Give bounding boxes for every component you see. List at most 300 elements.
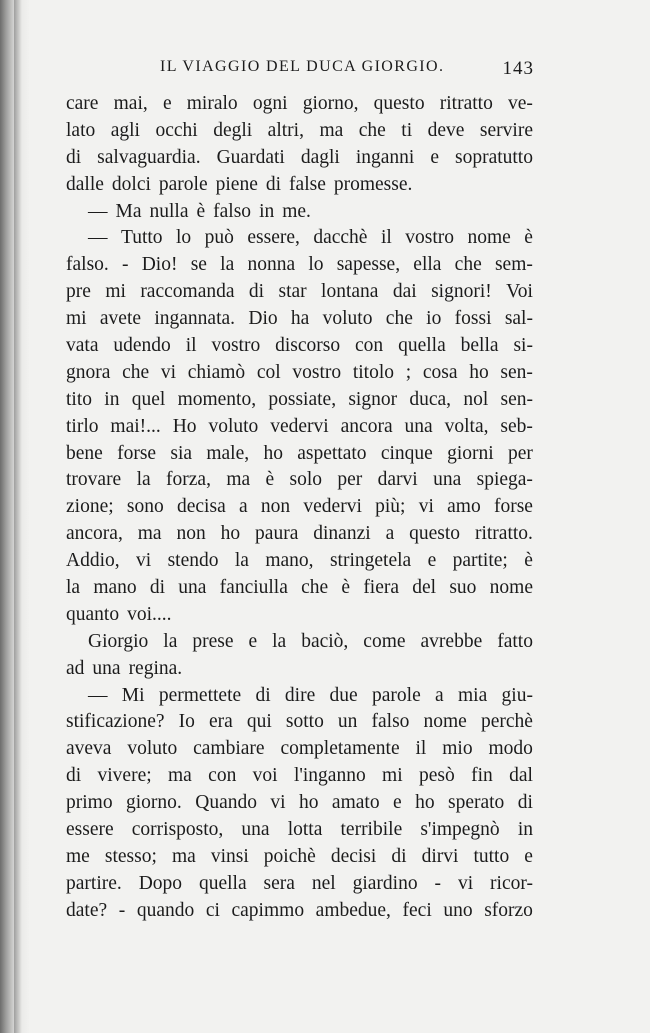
word: nulla	[149, 200, 189, 222]
word: e	[393, 792, 402, 814]
word: dal	[509, 765, 533, 787]
word: dacchè	[313, 227, 368, 249]
word: Mi	[121, 684, 145, 706]
word: ho	[415, 792, 435, 814]
text-line	[66, 494, 533, 521]
word: decisi	[330, 845, 377, 867]
word: mi	[382, 765, 403, 787]
word: momento,	[177, 388, 257, 410]
word: miralo	[186, 93, 238, 114]
word: era	[208, 711, 233, 733]
word: forse	[117, 442, 157, 464]
word: sforzo	[484, 899, 533, 921]
word: essere,	[247, 227, 300, 249]
word: vi	[136, 550, 152, 572]
word: aveva	[66, 738, 112, 760]
word: la	[66, 577, 81, 599]
word: il	[380, 227, 392, 249]
word: più;	[375, 496, 406, 518]
word: mio	[442, 738, 473, 760]
word: amo	[447, 496, 481, 518]
word: l'inganno	[293, 765, 366, 787]
word: un	[337, 711, 358, 733]
word: fin	[471, 765, 493, 787]
text-line	[66, 656, 533, 683]
word: —	[88, 684, 108, 706]
word: quella	[398, 335, 446, 357]
word: quanto	[66, 603, 120, 625]
text-line	[66, 306, 533, 333]
word: mano,	[265, 550, 314, 572]
word: permettete	[158, 684, 242, 706]
text-line	[66, 199, 533, 226]
word: dolci	[111, 173, 151, 195]
text-line	[66, 91, 533, 118]
word: Ho	[172, 415, 197, 437]
word: avete	[99, 308, 142, 330]
word: Tutto	[120, 227, 163, 249]
word: il	[185, 335, 197, 357]
text-line	[66, 602, 533, 629]
word: fatto	[497, 630, 533, 652]
word: una	[404, 415, 433, 437]
word: aspettato	[297, 442, 367, 464]
word: occhi	[155, 119, 198, 141]
word: seb-	[500, 415, 533, 437]
word: per	[508, 442, 533, 464]
word: s'impegnò	[420, 819, 500, 841]
word: —	[88, 200, 108, 222]
word: a	[238, 496, 248, 518]
word: che	[301, 577, 329, 599]
word: ancora	[340, 415, 393, 437]
word: darvi	[377, 469, 418, 491]
word: inganni	[355, 146, 415, 168]
word: ma	[171, 845, 196, 867]
word: tirlo	[66, 415, 99, 437]
word: in	[104, 388, 120, 410]
word: Dio!	[141, 254, 178, 276]
word: di	[66, 146, 82, 168]
word: ingannata.	[154, 308, 236, 330]
word: giardino	[352, 872, 418, 894]
word: bella	[460, 335, 499, 357]
word: Giorgio	[88, 630, 149, 652]
text-line	[66, 467, 533, 494]
text-line	[66, 333, 533, 360]
word: per	[337, 469, 363, 491]
word: me	[66, 845, 90, 867]
word: duca,	[409, 388, 452, 410]
word: Quando	[195, 792, 257, 814]
word: essere	[66, 819, 114, 841]
word: del	[412, 577, 437, 599]
word: giorno.	[126, 792, 182, 814]
word: Dopo	[138, 872, 183, 894]
word: ci	[205, 899, 220, 921]
text-line	[66, 683, 533, 710]
word: vostro	[405, 227, 454, 249]
word: lotta	[287, 819, 323, 841]
word: Dio	[248, 308, 278, 330]
page-number: 143	[502, 58, 534, 79]
word: possiate,	[268, 388, 337, 410]
word: e	[248, 630, 258, 652]
word: in	[259, 200, 275, 222]
word: parole	[372, 684, 421, 706]
text-line	[66, 387, 533, 414]
word: ambedue,	[315, 899, 391, 921]
word: terribile	[340, 819, 403, 841]
running-head: IL VIAGGIO DEL DUCA GIORGIO.	[160, 58, 445, 75]
word: che	[385, 308, 413, 330]
word: tito	[66, 388, 93, 410]
word: nome	[489, 577, 533, 599]
word: mai,	[113, 93, 148, 114]
word: di	[149, 577, 166, 599]
word: quella	[198, 872, 247, 894]
word: voluto	[127, 738, 178, 760]
word: voi....	[127, 603, 172, 625]
word: di	[255, 684, 271, 706]
word: fossi	[454, 308, 492, 330]
word: con	[355, 335, 384, 357]
word: può	[204, 227, 234, 249]
word: e	[427, 550, 437, 572]
word: che	[122, 361, 150, 383]
word: falso	[213, 200, 252, 222]
word: care	[66, 93, 99, 114]
word: il	[415, 738, 427, 760]
word: titolo	[352, 361, 395, 383]
word: perchè	[480, 711, 533, 733]
word: io	[426, 308, 442, 330]
text-line	[66, 790, 533, 817]
word: sal-	[504, 308, 533, 330]
word: piene	[215, 173, 258, 195]
word: nonna	[247, 254, 296, 276]
word: trovare	[66, 469, 122, 491]
word: dai	[392, 281, 417, 303]
word: mi	[105, 281, 126, 303]
text-line	[66, 629, 533, 656]
word: male,	[206, 442, 250, 464]
word: lo	[176, 227, 192, 249]
word: paura	[255, 523, 299, 545]
word: uno	[443, 899, 473, 921]
word: zione;	[66, 496, 114, 518]
word: una	[178, 577, 207, 599]
word: ;	[405, 361, 412, 383]
text-line	[66, 414, 533, 441]
word: è	[196, 200, 206, 222]
word: raccomanda	[140, 281, 235, 303]
word: Ma	[115, 200, 142, 222]
word: agli	[110, 119, 140, 141]
word: voi	[252, 765, 278, 787]
word: dagli	[300, 146, 340, 168]
word: ha	[290, 308, 310, 330]
word: stificazione?	[66, 711, 165, 733]
word: stesso;	[104, 845, 157, 867]
word: prese	[192, 630, 234, 652]
word: questo	[409, 523, 461, 545]
word: una	[241, 819, 270, 841]
text-line	[66, 118, 533, 145]
word: e	[162, 93, 172, 114]
word: e	[430, 146, 439, 168]
word: sotto	[285, 711, 324, 733]
word: qui	[246, 711, 272, 733]
word: chiamò	[187, 361, 246, 383]
word: ma	[168, 765, 192, 787]
text-line	[66, 172, 533, 199]
word: due	[329, 684, 358, 706]
word: e	[524, 845, 533, 867]
word: una	[92, 657, 121, 679]
word: Addio,	[66, 550, 120, 572]
word: sapesse,	[336, 254, 401, 276]
word: ho	[299, 792, 319, 814]
word: di	[517, 792, 533, 814]
word: ma	[226, 469, 251, 491]
word: cinque	[380, 442, 433, 464]
word: vivere;	[97, 765, 152, 787]
word: una	[433, 469, 462, 491]
word: stringetela	[329, 550, 412, 572]
word: è	[524, 550, 533, 572]
word: lontana	[321, 281, 379, 303]
text-line	[66, 736, 533, 763]
word: la	[234, 550, 249, 572]
word: cosa	[422, 361, 458, 383]
word: primo	[66, 792, 113, 814]
word: parole	[158, 173, 208, 195]
word: pesò	[418, 765, 455, 787]
word: ancora,	[66, 523, 123, 545]
word: ritratto	[439, 93, 493, 114]
word: ella	[413, 254, 442, 276]
word: vostro	[292, 361, 342, 383]
word: dirvi	[421, 845, 459, 867]
word: è	[265, 469, 275, 491]
text-line	[66, 844, 533, 871]
word: col	[256, 361, 281, 383]
word: ricor-	[490, 872, 533, 894]
word: feci	[402, 899, 432, 921]
word: me.	[282, 200, 311, 222]
word: deve	[427, 119, 465, 141]
word: sera	[263, 872, 295, 894]
word: -	[118, 899, 126, 921]
word: vata	[66, 335, 99, 357]
word: Io	[178, 711, 195, 733]
word: nome	[467, 227, 511, 249]
word: giorni	[447, 442, 494, 464]
word: come	[363, 630, 406, 652]
text-line	[66, 252, 533, 279]
word: in	[517, 819, 533, 841]
word: forse	[493, 496, 533, 518]
word: non	[260, 496, 291, 518]
word: sen-	[500, 388, 533, 410]
word: vinsi	[210, 845, 249, 867]
word: partire.	[66, 872, 122, 894]
word: nel	[311, 872, 336, 894]
word: Voi	[506, 281, 533, 303]
word: ti	[401, 119, 413, 141]
word: la	[136, 469, 151, 491]
word: amato	[331, 792, 380, 814]
word: ho	[220, 523, 241, 545]
word: modo	[488, 738, 533, 760]
word: Guardati	[216, 146, 285, 168]
word: è	[341, 577, 351, 599]
word: volta,	[444, 415, 489, 437]
word: dire	[284, 684, 316, 706]
word: di	[391, 845, 407, 867]
word: vostro	[211, 335, 261, 357]
word: altri,	[267, 119, 304, 141]
word: false	[289, 173, 326, 195]
word: sen-	[500, 361, 533, 383]
text-line	[66, 279, 533, 306]
word: falso	[371, 711, 410, 733]
word: sono	[126, 496, 164, 518]
page-header	[0, 58, 650, 86]
text-line	[66, 709, 533, 736]
word: lo	[308, 254, 324, 276]
text-line	[66, 441, 533, 468]
word: partite;	[452, 550, 508, 572]
word: vi	[160, 361, 177, 383]
word: a	[435, 684, 444, 706]
text-line	[66, 871, 533, 898]
word: mi	[66, 308, 87, 330]
word: non	[176, 523, 206, 545]
word: si-	[513, 335, 533, 357]
word: fanciulla	[219, 577, 288, 599]
word: sia	[170, 442, 193, 464]
word: ho	[469, 361, 489, 383]
word: vedervi	[270, 415, 329, 437]
word: con	[208, 765, 237, 787]
word: di	[265, 173, 282, 195]
word: dinanzi	[313, 523, 371, 545]
word: nome	[423, 711, 467, 733]
word: —	[88, 227, 108, 249]
text-line	[66, 817, 533, 844]
word: la	[272, 630, 287, 652]
word: spiega-	[476, 469, 533, 491]
word: dalle	[66, 173, 104, 195]
word: falso.	[66, 254, 109, 276]
word: a	[385, 523, 395, 545]
word: fiera	[363, 577, 400, 599]
text-line	[66, 575, 533, 602]
word: degli	[213, 119, 253, 141]
word: promesse.	[333, 173, 413, 195]
word: di	[248, 281, 265, 303]
word: ad	[66, 657, 85, 679]
word: tutto	[473, 845, 510, 867]
word: date?	[66, 899, 108, 921]
text-line	[66, 145, 533, 172]
word: star	[278, 281, 307, 303]
word: bene	[66, 442, 103, 464]
word: pre	[66, 281, 91, 303]
word: suo	[449, 577, 477, 599]
word: di	[66, 765, 82, 787]
word: sperato	[448, 792, 505, 814]
word: regina.	[128, 657, 183, 679]
word: quel	[131, 388, 166, 410]
word: sopratutto	[454, 146, 533, 168]
word: ho	[263, 442, 283, 464]
word: che	[358, 119, 386, 141]
word: signori!	[431, 281, 492, 303]
word: nol	[463, 388, 489, 410]
word: vi	[270, 792, 286, 814]
word: baciò,	[301, 630, 349, 652]
word: ma	[137, 523, 162, 545]
text-line	[66, 763, 533, 790]
word: giu-	[501, 684, 533, 706]
word: la	[220, 254, 235, 276]
binding-shadow	[14, 0, 22, 1033]
text-line	[66, 225, 533, 252]
word: ma	[319, 119, 344, 141]
word: ritratto.	[474, 523, 533, 545]
word: ve-	[508, 93, 533, 114]
word: corrisposto,	[131, 819, 224, 841]
word: poichè	[263, 845, 316, 867]
word: completamente	[280, 738, 400, 760]
word: -	[122, 254, 129, 276]
word: la	[163, 630, 178, 652]
text-line	[66, 898, 533, 925]
word: questo	[373, 93, 425, 114]
word: udendo	[113, 335, 171, 357]
word: signor	[348, 388, 398, 410]
word: voluto	[322, 308, 373, 330]
text-line	[66, 548, 533, 575]
word: solo	[289, 469, 323, 491]
word: mano	[93, 577, 137, 599]
word: servire	[479, 119, 533, 141]
body-text	[66, 91, 533, 925]
word: se	[190, 254, 207, 276]
word: sem-	[494, 254, 533, 276]
word: salvaguardia.	[97, 146, 201, 168]
word: -	[434, 872, 442, 894]
text-line	[66, 360, 533, 387]
word: ogni	[252, 93, 288, 114]
word: discorso	[275, 335, 341, 357]
word: cambiare	[193, 738, 265, 760]
word: vi	[457, 872, 474, 894]
word: giorno,	[302, 93, 359, 114]
word: che	[454, 254, 482, 276]
word: vedervi	[303, 496, 362, 518]
word: gnora	[66, 361, 111, 383]
word: forza,	[166, 469, 211, 491]
word: stendo	[167, 550, 219, 572]
word: capimmo	[231, 899, 305, 921]
text-line	[66, 521, 533, 548]
word: avrebbe	[420, 630, 483, 652]
word: è	[524, 227, 533, 249]
